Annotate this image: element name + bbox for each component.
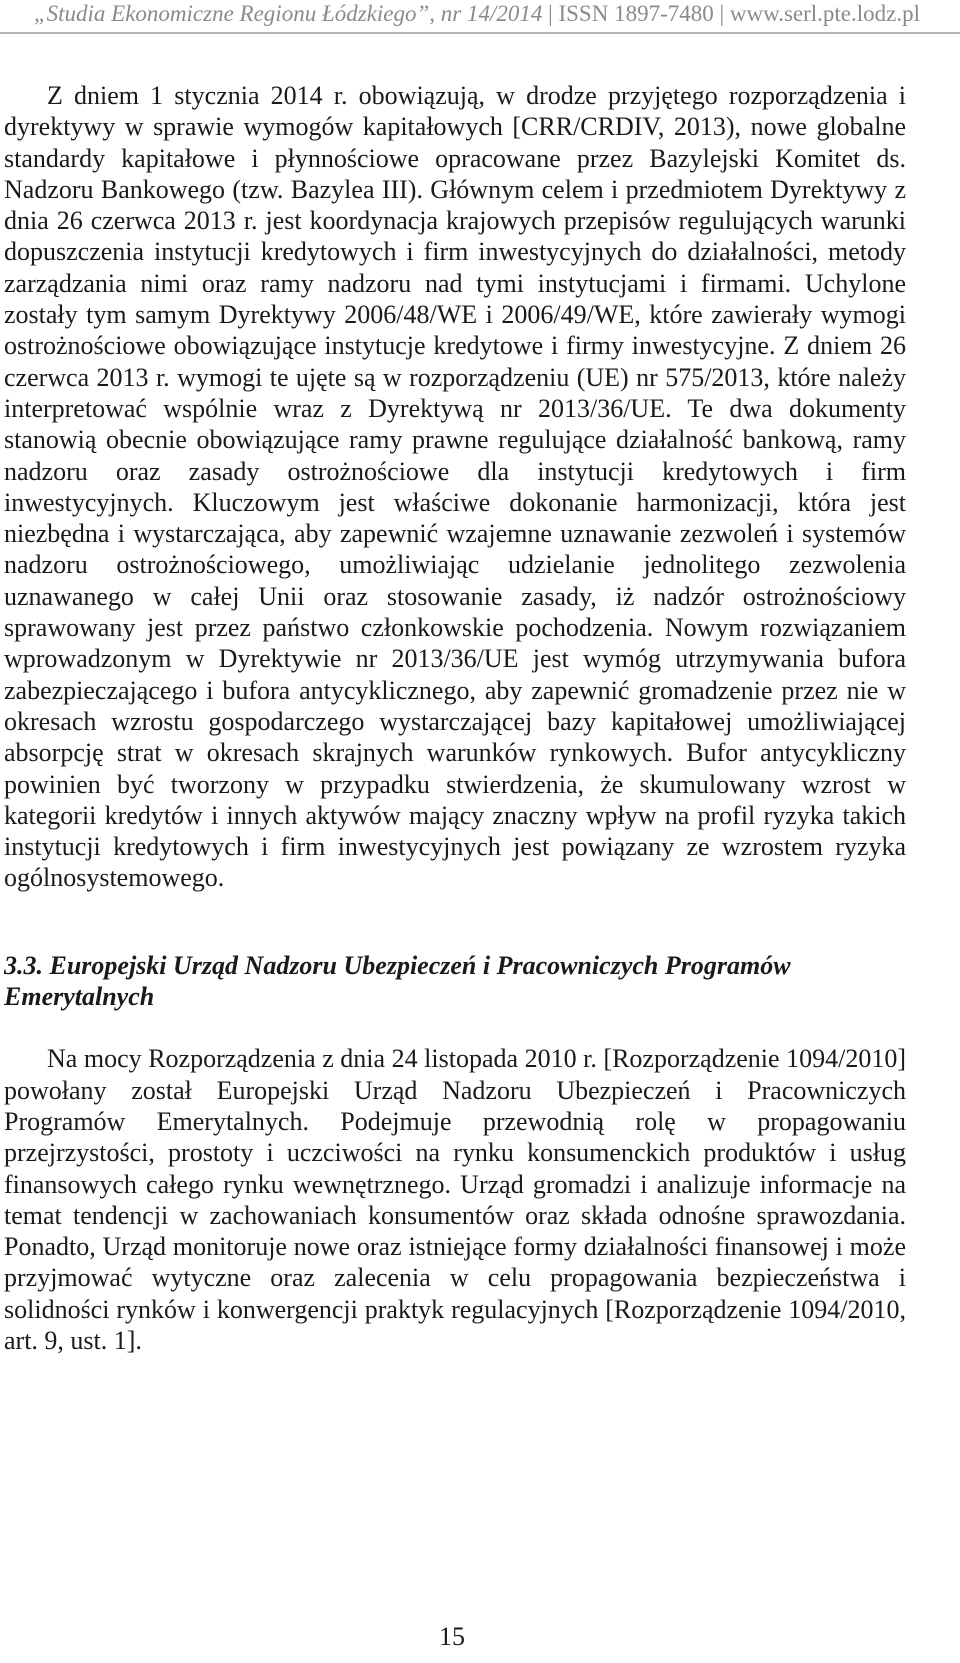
section-heading: 3.3. Europejski Urząd Nadzoru Ubezpieczeń i Pracowniczych Programów Emerytalnych bbox=[4, 950, 791, 1012]
running-header bbox=[34, 0, 920, 28]
journal-url: www.serl.pte.lodz.pl bbox=[729, 1, 920, 26]
page-number: 15 bbox=[439, 1622, 465, 1651]
header-separator: | bbox=[548, 1, 553, 26]
body-paragraph: Na mocy Rozporządzenia z dnia 24 listopada 2010 r. [Rozporządzenie 1094/2010] powołany został Europejski Urząd Nadzoru Ubezpieczeń i Pracowniczych Programów Emerytalnych. Podejmuje przewodnią rolę w propagowaniu przejrzystości, prostoty i uczciwości na rynku konsumenckich produktów i usług finansowych całego rynku wewnętrznego. Urząd gromadzi i analizuje informacje na temat tendencji w zachowaniach konsumentów oraz składa odnośne sprawozdania. Ponadto, Urząd monitoruje nowe oraz istniejące formy działalności finansowej i może przyjmować wytyczne oraz zalecenia w celu propagowania bezpieczeństwa i solidności rynków i konwergencji praktyk regulacyjnych [Rozporządzenie 1094/2010, art. 9, ust. 1]. bbox=[4, 1044, 906, 1355]
header-divider bbox=[0, 32, 960, 34]
page-body bbox=[4, 80, 906, 1356]
journal-title: „Studia Ekonomiczne Regionu Łódzkiego”, nr 14/2014 bbox=[33, 1, 543, 26]
issn: ISSN 1897-7480 bbox=[558, 1, 714, 26]
header-separator: | bbox=[719, 1, 725, 26]
body-paragraph: Z dniem 1 stycznia 2014 r. obowiązują, w drodze przyjętego rozporządzenia i dyrektywy w sprawie wymogów kapitałowych [CRR/CRDIV, 2013), nowe globalne standardy kapitałowe i płynnościowe opracowane przez Bazylejski Komitet ds. Nadzoru Bankowego (tzw. Bazylea III). Głównym celem i przedmiotem Dyrektywy z dnia 26 czerwca 2013 r. jest koordynacja krajowych przepisów regulujących warunki dopuszczenia instytucji kredytowych i firm inwestycyjnych do działalności, metody zarządzania nimi oraz ramy nadzoru nad tymi instytucjami i firmami. Uchylone zostały tym samym Dyrektywy 2006/48/WE i 2006/49/WE, które zawierały wymogi ostrożnościowe obowiązujące instytucje kredytowe i firmy inwestycyjne. Z dniem 26 czerwca 2013 r. wymogi te ujęte są w rozporządzeniu (UE) nr 575/2013, które należy interpretować wspólnie wraz z Dyrektywą nr 2013/36/UE. Te dwa dokumenty stanowią obecnie obowiązujące ramy prawne regulujące działalność bankową, ramy nadzoru oraz zasady ostrożnościowe dla instytucji kredytowych i firm inwestycyjnych. Kluczowym jest właściwe dokonanie harmonizacji, która jest niezbędna i wystarczająca, aby zapewnić wzajemne uznawanie zezwoleń i systemów nadzoru ostrożnościowego, umożliwiając udzielanie jednolitego zezwolenia uznawanego w całej Unii oraz stosowanie zasady, iż nadzór ostrożnościowy sprawowany jest przez państwo członkowskie pochodzenia. Nowym rozwiązaniem wprowadzonym w Dyrektywie nr 2013/36/UE jest wymóg utrzymywania bufora zabezpieczającego i bufora antycyklicznego, aby zapewnić gromadzenie przez nie w okresach wzrostu gospodarczego wystarczającej bazy kapitałowej umożliwiającej absorpcję strat w okresach skrajnych warunków rynkowych. Bufor antycykliczny powinien być tworzony w przypadku stwierdzenia, że skumulowany wzrost w kategorii kredytów i innych aktywów mający znaczny wpływ na profil ryzyka takich instytucji kredytowych i firm inwestycyjnych jest powiązany ze wzrostem ryzyka ogólnosystemowego. bbox=[4, 81, 906, 893]
